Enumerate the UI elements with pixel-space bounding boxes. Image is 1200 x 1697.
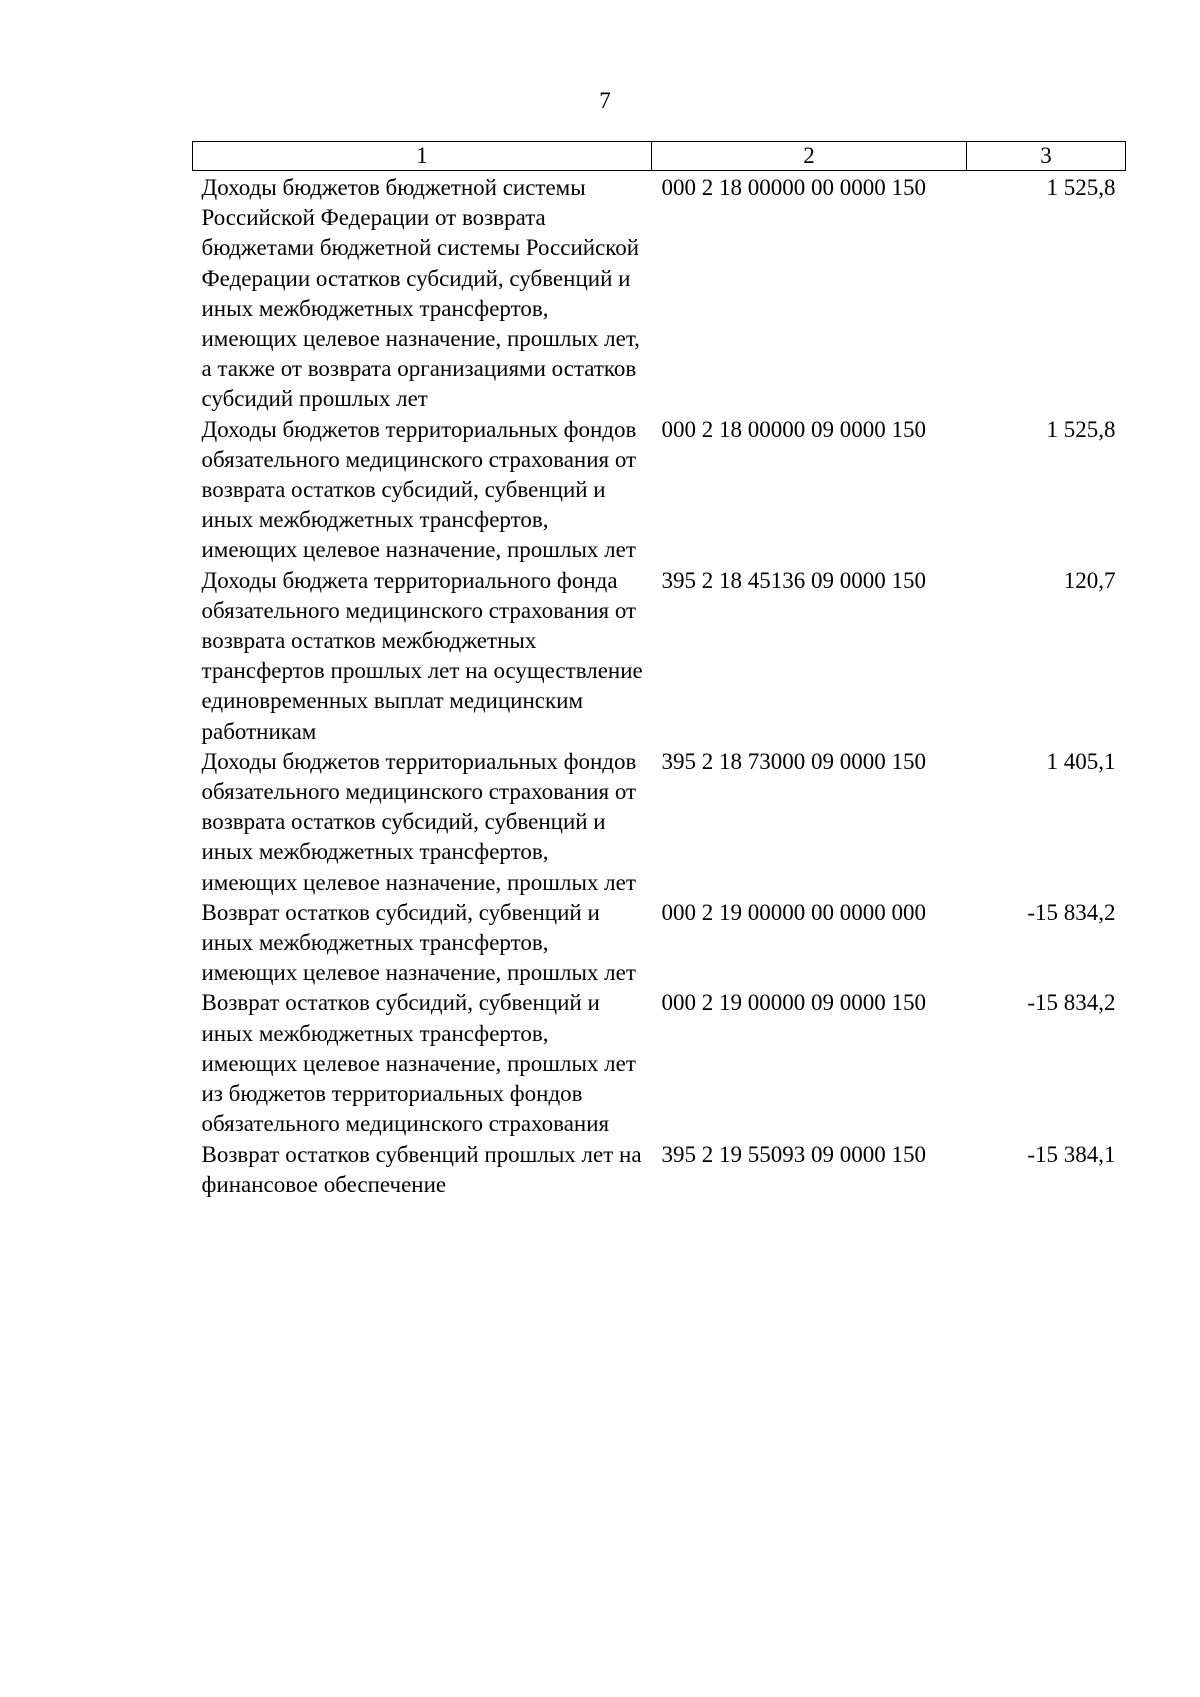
row-code: 000 2 18 00000 00 0000 150	[661, 175, 926, 200]
row-description: Возврат остатков субвенций прошлых лет на финансовое обеспечение	[201, 1141, 642, 1197]
row-description: Доходы бюджетов территориальных фондов обязательного медицинского страхования от возврата остатков субсидий, субвенций и иных межбюджетных трансфертов, имеющих целевое назначение, прошлых лет	[201, 748, 637, 895]
column-header-1: 1	[193, 142, 652, 171]
table-row	[193, 415, 1126, 566]
row-code: 000 2 19 00000 09 0000 150	[661, 990, 926, 1016]
header-row	[193, 142, 1126, 171]
row-code: 395 2 19 55093 09 0000 150	[661, 1141, 926, 1167]
table-row	[193, 566, 1126, 747]
row-code: 000 2 19 00000 00 0000 000	[661, 899, 926, 925]
budget-table	[192, 141, 1126, 1200]
row-description: Доходы бюджетов территориальных фондов обязательного медицинского страхования от возврата остатков субсидий, субвенций и иных межбюджетных трансфертов, имеющих целевое назначение, прошлых лет	[201, 416, 637, 563]
row-amount: 1 405,1	[1046, 748, 1116, 774]
table-header	[193, 142, 1126, 171]
row-amount: -15 384,1	[1027, 1141, 1116, 1167]
table-row	[193, 898, 1126, 989]
table-body	[193, 171, 1126, 1200]
row-code: 000 2 18 00000 09 0000 150	[661, 416, 926, 442]
table-row	[193, 988, 1126, 1139]
row-amount: 1 525,8	[1046, 175, 1116, 200]
row-description: Возврат остатков субсидий, субвенций и иных межбюджетных трансфертов, имеющих целевое назначение, прошлых лет из бюджетов территориальных фондов обязательного медицинского страхования	[201, 990, 636, 1137]
table-row	[193, 747, 1126, 898]
row-amount: 120,7	[1063, 567, 1116, 593]
row-amount: -15 834,2	[1027, 990, 1116, 1016]
row-amount: 1 525,8	[1046, 416, 1116, 442]
column-header-3: 3	[967, 142, 1126, 171]
row-amount: -15 834,2	[1027, 899, 1116, 925]
row-code: 395 2 18 45136 09 0000 150	[661, 567, 926, 593]
row-description: Возврат остатков субсидий, субвенций и иных межбюджетных трансфертов, имеющих целевое назначение, прошлых лет	[201, 899, 636, 986]
table-row	[193, 1140, 1126, 1200]
row-code: 395 2 18 73000 09 0000 150	[661, 748, 926, 774]
row-description: Доходы бюджетов бюджетной системы Российской Федерации от возврата бюджетами бюджетной системы Российской Федерации остатков субсидий, субвенций и иных межбюджетных трансфертов, имеющих целевое назначение, прошлых лет, а также от возврата организациями остатков субсидий прошлых лет	[201, 175, 640, 412]
page-number: 7	[599, 88, 611, 113]
column-header-2: 2	[652, 142, 967, 171]
row-description: Доходы бюджета территориального фонда обязательного медицинского страхования от возврата остатков межбюджетных трансфертов прошлых лет на осуществление единовременных выплат медицинским работникам	[201, 567, 643, 744]
table-row	[193, 171, 1126, 415]
